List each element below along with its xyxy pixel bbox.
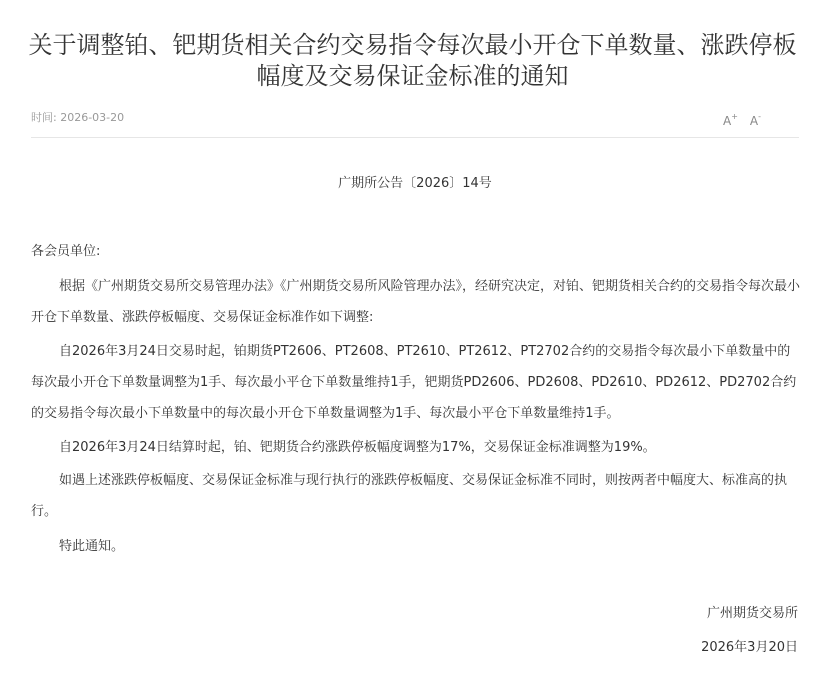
paragraph-conflict-rule: 如遇上述涨跌停板幅度、交易保证金标准与现行执行的涨跌停板幅度、交易保证金标准不同时，则按两者中幅度大、标准高的执行。 [31,473,788,519]
font-decrease-button[interactable] [750,109,761,127]
paragraph-limit-margin: 自2026年3月24日结算时起，铂、钯期货合约涨跌停板幅度调整为17%，交易保证金标准调整为19%。 [59,440,656,455]
signature-organization: 广州期货交易所 [706,606,798,621]
meta-row [31,108,799,128]
font-increase-icon: A [722,114,732,128]
font-size-tools [723,109,761,127]
font-decrease-icon: A [749,114,759,128]
font-increase-mark: + [731,112,738,121]
publish-time-value: 2026-03-20 [60,111,125,124]
font-increase-button[interactable] [723,109,738,127]
notice-number: 广期所公告〔2026〕14号 [338,176,492,191]
publish-time-label: 时间: [31,111,57,124]
signature-date: 2026年3月20日 [701,640,798,655]
paragraph-order-quantity: 自2026年3月24日交易时起，铂期货PT2606、PT2608、PT2610、PT2612、PT2702合约的交易指令每次最小下单数量中的每次最小开仓下单数量调整为1手、每次最小平仓下单数量维持1手，钯期货PD2606、PD2608、PD2610、PD2612、PD2702合约的交易指令每次最小下单数量中的每次最小开仓下单数量调整为1手、每次最小平仓下单数量维持1手。 [31,344,797,421]
publish-time [31,108,124,128]
page-title: 关于调整铂、钯期货相关合约交易指令每次最小开仓下单数量、涨跌停板幅度及交易保证金标准的通知 [28,31,797,90]
paragraph-basis: 根据《广州期货交易所交易管理办法》《广州期货交易所风险管理办法》，经研究决定，对铂、钯期货相关合约的交易指令每次最小开仓下单数量、涨跌停板幅度、交易保证金标准作如下调整: [31,279,801,325]
paragraph-closing: 特此通知。 [59,539,125,554]
addressee: 各会员单位: [31,244,101,259]
header-divider [31,137,799,138]
font-decrease-mark: - [758,112,761,121]
